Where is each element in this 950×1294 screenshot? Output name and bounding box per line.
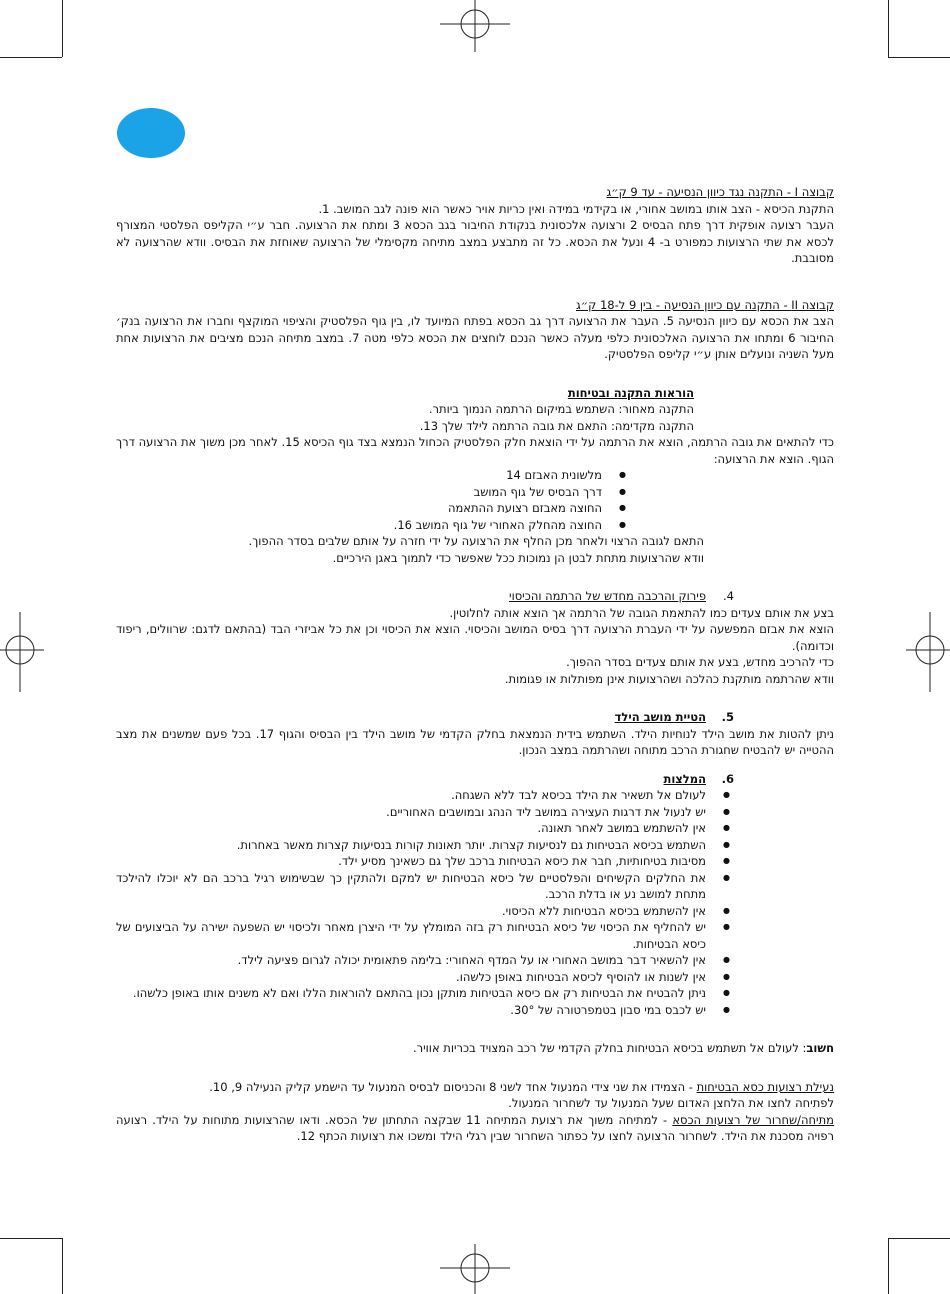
registration-mark-left: [0, 612, 44, 692]
section-4-line: וודא שהרתמה מותקנת כהלכה ושהרצועות אינן מפותלות או פגומות.: [504, 671, 834, 686]
important-text: : לעולם אל תשתמש בכיסא הבטיחות בחלק הקדמי של רכב המצויד בכריות אוויר.: [412, 1041, 807, 1055]
list-item: ● אין להשתמש במושב לאחר תאונה.: [116, 820, 706, 837]
recommendations-list: [116, 787, 834, 1018]
crop-mark-bottom-left-v: [62, 1238, 63, 1294]
important-label: חשוב: [806, 1041, 834, 1055]
list-item: ● את החלקים הקשיחים והפלסטיים של כיסא הבטיחות יש למקם ולהתקין כך שבשימוש רגיל ברכב הם לא יוכלו להילכד מתחת למושב נע או בדלת הרכב.: [116, 870, 706, 903]
list-item: ● ניתן להבטיח את הבטיחות רק אם כיסא הבטיחות מותקן נכון בהתאם להוראות הללו ואם לא משנים אותו באופן כלשהו.: [116, 985, 706, 1002]
crop-mark-bottom-left-h: [0, 1238, 62, 1239]
list-item: ● יש להחליף את הכיסוי של כיסא הבטיחות רק בזה המומלץ על ידי היצרן מאחר ולכיסוי יש השפעה ישירה על הביצועים של כיסא הבטיחות.: [116, 919, 706, 952]
install-line-3: כדי להתאים את גובה הרתמה, הוצא את הרתמה על ידי הוצאת חלק הפלסטיק הכחול הנמצא בצד גוף הכיסא 15. לאחר מכן משוך את הרצועה דרך הגוף. הוצא את הרצועה:: [116, 435, 834, 466]
important-note: [116, 1040, 834, 1057]
list-item: ● יש לנעול את דרגות העצירה במושב ליד הנהג ובמושבים האחוריים.: [116, 804, 706, 821]
lock-paragraph-3: מתיחה/שחרור של רצועות הכסא - למתיחה משוך את רצועת המתיחה 11 שבקצה התחתון של הכסא. ודאו שהרצועות מתוחות על הילד. רצועה רפויה מסכנת את הילד. לשחרור הרצועה לחצו על כפתור השחרור שבין רגלי הילד ומשכו את רצועות הכתף 12.: [116, 1112, 834, 1143]
group1-title: קבוצה I - התקנה נגד כיוון הנסיעה - עד 9 ק״ג: [606, 185, 834, 199]
crop-mark-top-left-h: [0, 57, 62, 58]
section-4-line: בצע את אותם צעדים כמו להתאמת הגובה של הרתמה אך הוצא אותה לחלוטין.: [449, 605, 834, 620]
list-item: ● החוצה מהחלק האחורי של גוף המושב 16.: [116, 517, 602, 534]
list-item: ● החוצה מאבזם רצועת ההתאמה: [116, 500, 602, 517]
group2-paragraph: הצב את הכסא עם כיוון הנסיעה 5. העבר את הרצועה דרך גב הכסא בפתח המיועד לו, בין גוף הפלסטיק והציפוי המוקצף וחברו את הרצועה בנק׳ החיבור 6 ומתחו את הרצועה האלכסונית כלפי מעלה כאשר הנכם לוחצים את הכסא כלפי מטה 7. במצב מתיחה הנכם מציבים את הרצועות אחת מעל השניה ונועלים אותן ע״י קליפס הפלסטיק.: [116, 314, 835, 361]
lock-paragraph-2: לפתיחה לחצו את הלחצן האדום שעל המנעול עד לשחרור המנעול.: [508, 1096, 834, 1110]
list-item: ● מסיבות בטיחותיות, חבר את כיסא הבטיחות ברכב שלך גם כשאינך מסיע ילד.: [116, 853, 706, 870]
section-4-line: כדי להרכיב מחדש, בצע את אותם צעדים בסדר ההפוך.: [566, 655, 834, 669]
list-item: ● אין להשתמש בכיסא הבטיחות ללא הכיסוי.: [116, 903, 706, 920]
install-line-1: התקנה מאחור: השתמש במיקום הרתמה הנמוך ביותר.: [428, 402, 694, 416]
group1-paragraph-2: העבר רצועה אופקית דרך פתח הבסיס 2 ורצועה אלכסונית בנקודת החיבור בגב הכסא 3 ומתח את הרצועה. חבר ע״י הקליפס הפלסטי המצורף לכסא את שתי הרצועות כמפורט ב- 4 ונעל את הכסא. כל זה מתבצע במצב מתיחה מקסימלי של הרצועה שאוחזת את הבסיס. וודא שהרצועה לא מסובבת.: [116, 218, 834, 265]
list-item: ● אין להשאיר דבר במושב האחורי או על המדף האחורי: בלימה פתאומית יכולה לגרום פציעה לילד.: [116, 952, 706, 969]
install-bullet-list: [116, 467, 834, 533]
install-heading: הוראות התקנה ובטיחות: [567, 385, 694, 400]
section-4-heading: 4.פירוק והרכבה מחדש של הרתמה והכיסוי: [509, 589, 734, 603]
lock-paragraph-1: נעילת רצועות כסא הבטיחות - הצמידו את שני צידי המנעול אחד לשני 8 והכניסום לבסיס המנעול עד הישמע קליק הנעילה 9, 10.: [209, 1079, 834, 1094]
group1-paragraph-1: התקנת הכיסא - הצב אותו במושב אחורי, או בקידמי במידה ואין כריות אויר כאשר הוא פונה לגב המושב. 1.: [318, 201, 834, 216]
list-item: ● דרך הבסיס של גוף המושב: [116, 484, 602, 501]
list-item: ● אין לשנות או להוסיף לכיסא הבטיחות באופן כלשהו.: [116, 969, 706, 986]
group2-title: קבוצה II - התקנה עם כיוון הנסיעה - בין 9 ל-18 ק״ג: [575, 297, 834, 312]
crop-mark-bottom-right-h: [888, 1238, 950, 1239]
section-5-text: ניתן להטות את מושב הילד לנוחיות הילד. השתמש בידית הנמצאת בחלק הקדמי של מושב הילד בין הבסיס והגוף 17. בכל פעם שמשנים את מצב ההטייה יש להבטיח שחגורת הרכב מתוחה ושהרתמה במצב הנכון.: [116, 726, 834, 757]
install-line-2: התקנה מקדימה: התאם את גובה הרתמה לילד שלך 13.: [419, 418, 694, 433]
section-5-heading: 5.הטיית מושב הילד: [614, 710, 734, 724]
crop-mark-top-right-v: [888, 0, 889, 57]
list-item: ● מלשונית האבזם 14: [116, 467, 602, 484]
registration-mark-bottom: [440, 1244, 510, 1294]
registration-mark-right: [906, 612, 950, 692]
section-6-heading: 6.המלצות: [663, 771, 734, 786]
section-4-line: הוצא את אבזם המפשעה על ידי העברת הרצועה דרך בסיס המושב והכיסוי. הוצא את הכיסוי וכן את כל אביזרי הבד (בהתאם לדגם: שרוולים, ריפוד וכדומה).: [116, 622, 834, 653]
install-line-5: וודא שהרצועות מתחת לבטן הן נמוכות ככל שאפשר כדי לתמוך באגן הירכיים.: [332, 550, 704, 565]
list-item: ● יש לכבס במי סבון בטמפרטורה של 30°.: [116, 1002, 706, 1019]
document-body: [116, 184, 834, 1145]
crop-mark-top-left-v: [62, 0, 63, 57]
install-line-4: התאם לגובה הרצוי ולאחר מכן החלף את הרצועה על ידי חזרה על אותם שלבים בסדר ההפוך.: [248, 534, 704, 548]
list-item: ● השתמש בכיסא הבטיחות גם לנסיעות קצרות. יותר תאונות קורות בנסיעות קצרות מאשר באחרות.: [116, 837, 706, 854]
registration-mark-top: [440, 0, 510, 52]
list-item: ● לעולם אל תשאיר את הילד בכיסא לבד ללא השגחה.: [116, 787, 706, 804]
crop-mark-top-right-h: [888, 57, 950, 58]
language-tab-marker: [117, 108, 185, 158]
crop-mark-bottom-right-v: [888, 1238, 889, 1294]
